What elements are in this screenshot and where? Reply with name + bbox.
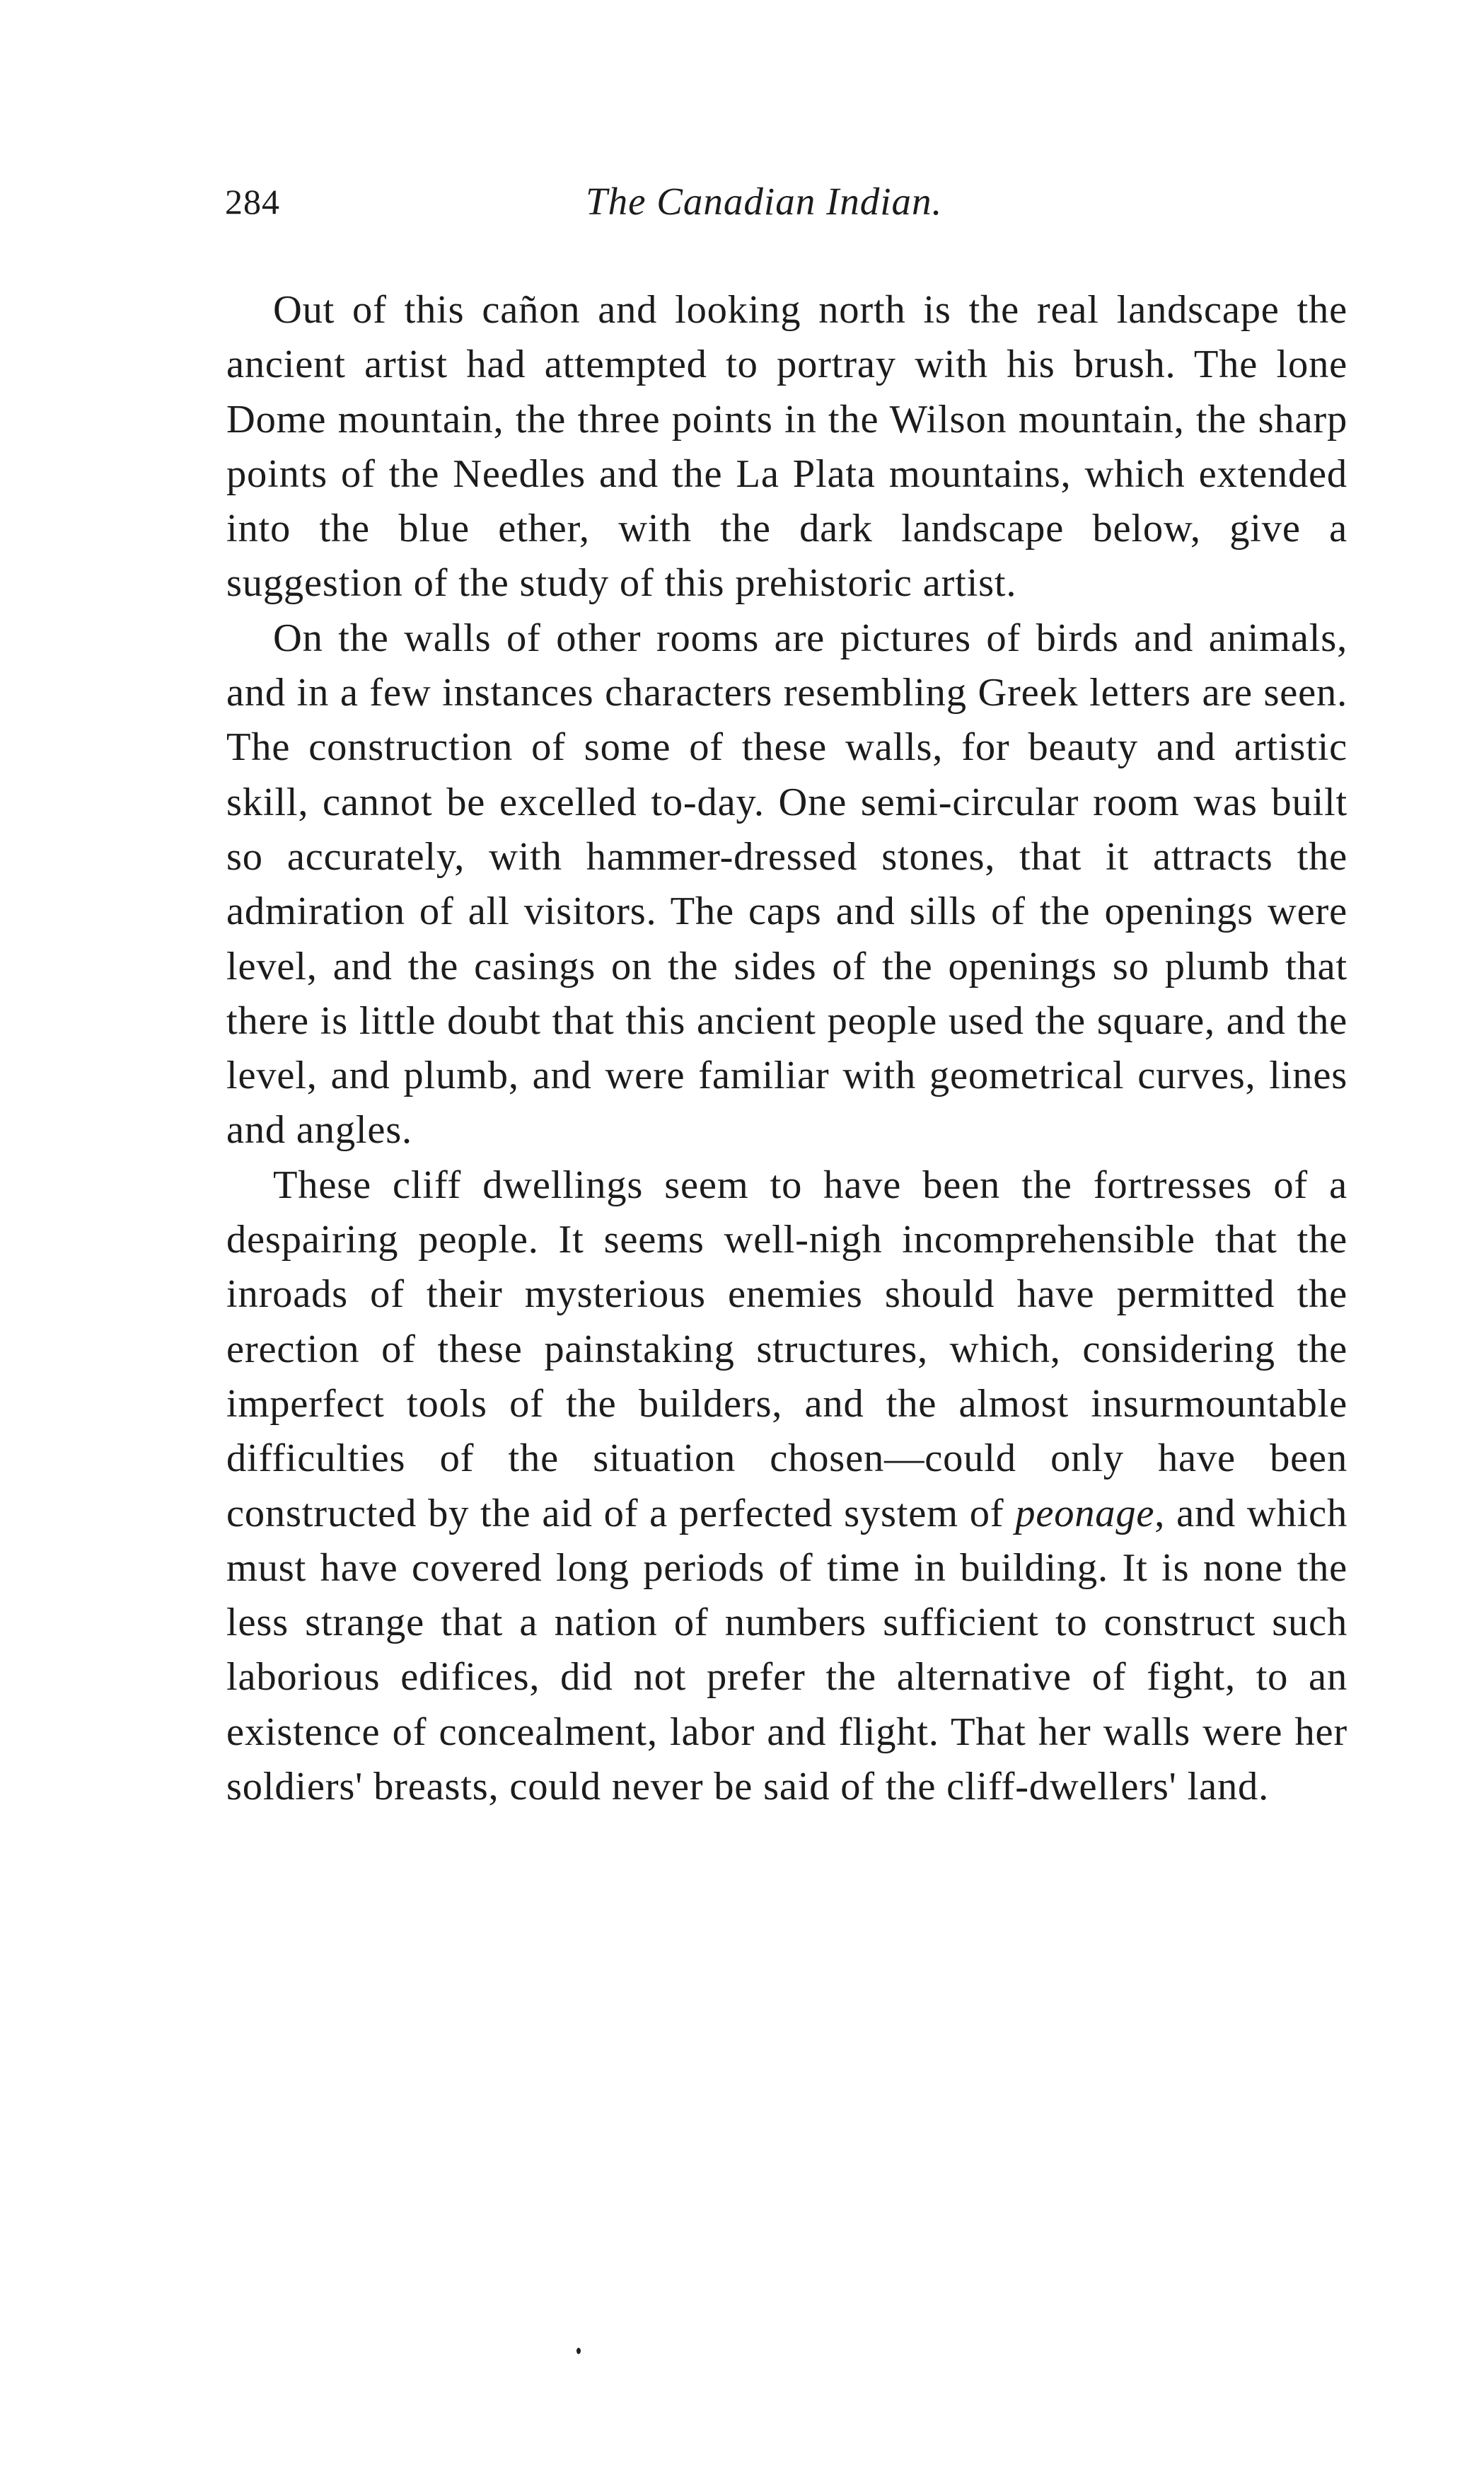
paragraph-3-emphasis: peonage: [1015, 1491, 1155, 1535]
running-head: [225, 177, 1350, 233]
paragraph-2: On the walls of other rooms are pictures of birds and animals, and in a few instances characters resembling Greek letters are seen. The construction of some of these walls, for beauty and artistic skill, cannot be excelled to-day. One semi-circular room was built so accurately, with hammer-dressed stones, that it attracts the admiration of all visitors. The caps and sills of the openings were level, and the casings on the sides of the openings so plumb that there is little doubt that this ancient people used the square, and the level, and plumb, and were familiar with geometrical curves, lines and angles.: [226, 616, 1347, 1153]
paragraph-3: [226, 1158, 1347, 1815]
running-title: The Canadian Indian.: [586, 180, 943, 223]
paragraph-3-text-before: These cliff dwellings seem to have been the fortresses of a despairing people. It seems well-nigh incomprehensible that the inroads of their mysterious enemies should have permitted the erection of these painstaking structures, which, considering the imperfect tools of the builders, and the almost insurmountable difficulties of the situation chosen—could only have been constructed by the aid of a perfected system of: [226, 1163, 1347, 1535]
body-text: [226, 283, 1347, 1814]
paragraph-1: Out of this cañon and looking north is the real landscape the ancient artist had attempted to portray with his brush. The lone Dome mountain, the three points in the Wilson mountain, the sharp points of the Needles and the La Plata mountains, which extended into the blue ether, with the dark landscape below, give a suggestion of the study of this prehistoric artist.: [226, 288, 1347, 606]
paragraph-3-text-after: , and which must have covered long periods of time in building. It is none the less strange that a nation of numbers sufficient to construct such laborious edifices, did not prefer the alternative of fight, to an existence of concealment, labor and flight. That her walls were her soldiers' breasts, could never be said of the cliff-dwellers' land.: [226, 1491, 1347, 1809]
ink-speck: [576, 2348, 581, 2354]
page-number: 284: [225, 182, 280, 221]
